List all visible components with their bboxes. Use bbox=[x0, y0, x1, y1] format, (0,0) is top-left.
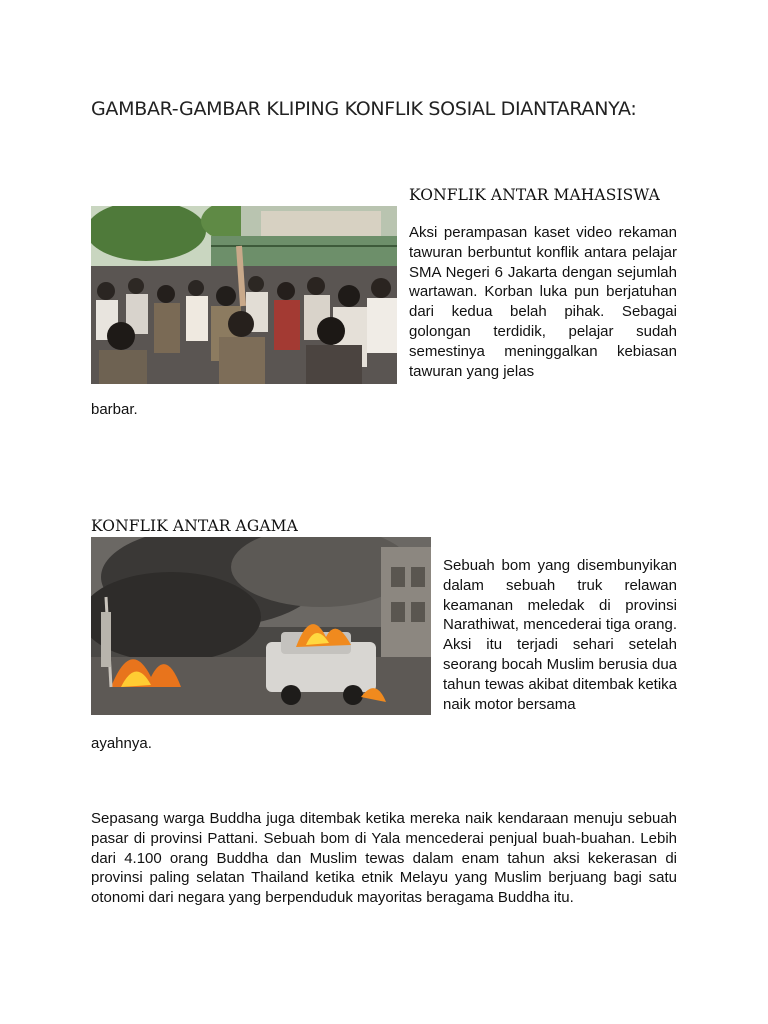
section2-paragraph-tail: ayahnya. bbox=[91, 735, 152, 752]
section-heading-mahasiswa: KONFLIK ANTAR MAHASISWA bbox=[409, 186, 660, 204]
student-clash-photo bbox=[91, 206, 397, 384]
page-title: GAMBAR-GAMBAR KLIPING KONFLIK SOSIAL DIANTARANYA: bbox=[91, 98, 637, 120]
section-heading-agama: KONFLIK ANTAR AGAMA bbox=[91, 517, 298, 535]
section1-paragraph-tail: barbar. bbox=[91, 401, 138, 418]
section1-paragraph: Aksi perampasan kaset video rekaman tawuran berbuntut konflik antara pelajar SMA Negeri 6 Jakarta dengan sejumlah wartawan. Korban luka pun berjatuhan dari kedua belah pihak. Sebagai golongan terdidik, pelajar sudah semestinya meninggalkan kebiasan tawuran yang jelas bbox=[409, 224, 677, 380]
car-bomb-photo bbox=[91, 537, 431, 715]
section2-paragraph: Sebuah bom yang disembunyikan dalam sebuah truk relawan keamanan meledak di provinsi Narathiwat, mencederai tiga orang. Aksi itu terjadi sehari setelah seorang bocah Muslim berusia dua tahun tewas akibat ditembak ketika naik motor bersama bbox=[443, 557, 677, 713]
section3-paragraph: Sepasang warga Buddha juga ditembak ketika mereka naik kendaraan menuju sebuah pasar di provinsi Pattani. Sebuah bom di Yala mencederai penjual buah-buahan. Lebih dari 4.100 orang Buddha dan Muslim tewas dalam enam tahun aksi kekerasan di provinsi paling selatan Thailand ketika etnik Melayu yang Muslim berjuang bagi satu otonomi dari negara yang berpenduduk mayoritas beragama Buddha itu. bbox=[91, 810, 677, 907]
